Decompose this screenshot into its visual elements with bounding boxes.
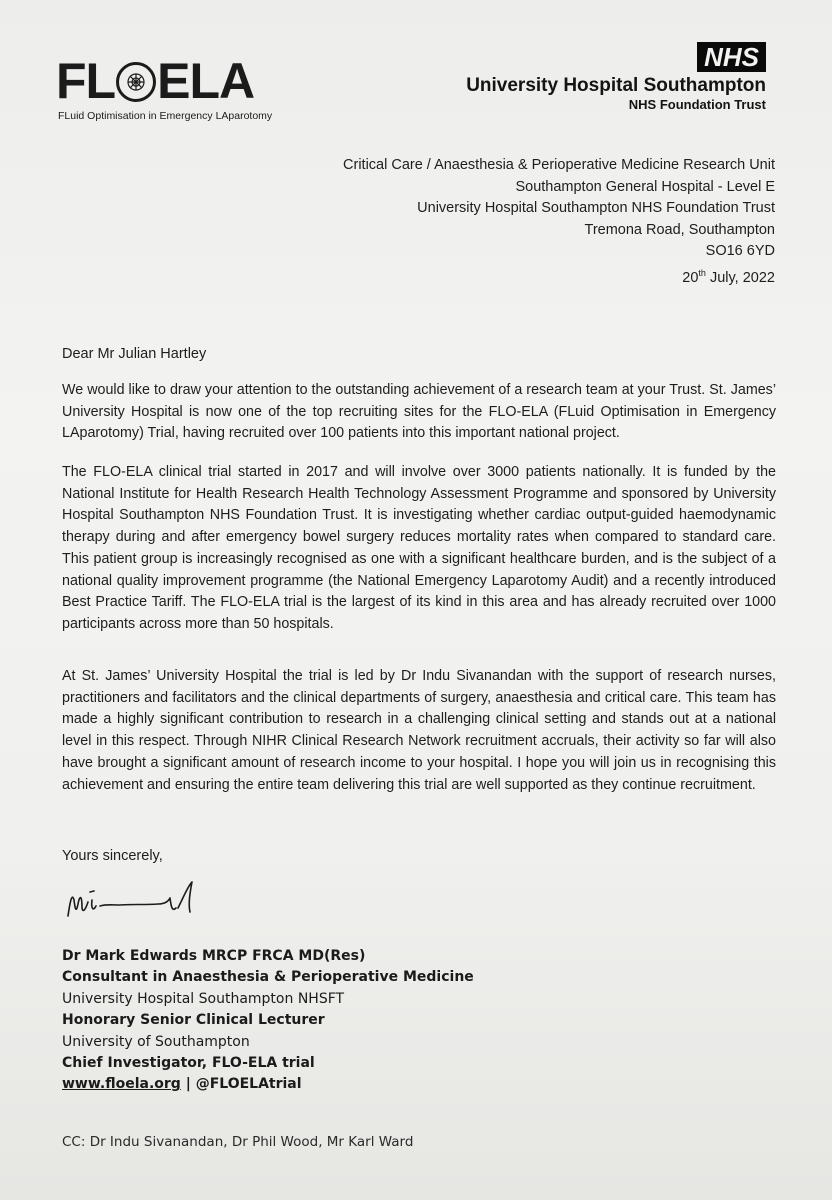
website-link[interactable]: www.floela.org	[62, 1076, 181, 1093]
hospital-name: University Hospital Southampton	[466, 75, 766, 96]
signatory-role: Chief Investigator, FLO-ELA trial	[62, 1055, 315, 1072]
trust-name: NHS Foundation Trust	[628, 97, 766, 112]
address-line: Critical Care / Anaesthesia & Perioperative Medicine Research Unit	[343, 157, 775, 173]
signature-block	[62, 946, 474, 1096]
address-line: Southampton General Hospital - Level E	[515, 178, 775, 195]
twitter-handle: @FLOELAtrial	[195, 1076, 302, 1093]
cc-line: CC: Dr Indu Sivanandan, Dr Phil Wood, Mr Karl Ward	[62, 1134, 414, 1150]
signatory-organisation: University Hospital Southampton NHSFT	[62, 990, 345, 1007]
paragraph-2: The FLO-ELA clinical trial started in 2017 and will involve over 3000 patients nationally. It is funded by the National Institute for Health Research Health Technology Assessment Programme and sponsored by University Hospital Southampton NHS Foundation Trust. It is investigating whether cardiac output-guided haemodynamic therapy during and after emergency bowel surgery reduces mortality rates when compared to standard care. This patient group is increasingly recognised as one with a significant healthcare burden, and is the subject of a national quality improvement programme (the National Emergency Laparotomy Audit) and a recently introduced Best Practice Tariff. The FLO-ELA trial is the largest of its kind in this area and has already recruited over 1000 participants across more than 50 hospitals.	[62, 464, 776, 632]
handwritten-signature	[60, 878, 210, 928]
signatory-role: Honorary Senior Clinical Lecturer	[62, 1012, 325, 1029]
network-globe-icon	[116, 62, 156, 102]
address-line: SO16 6YD	[705, 243, 775, 259]
signatory-role: Consultant in Anaesthesia & Perioperative Medicine	[62, 969, 474, 986]
closing: Yours sincerely,	[62, 848, 163, 864]
nhs-badge: NHS	[697, 42, 766, 72]
address-line: University Hospital Southampton NHS Foundation Trust	[417, 200, 775, 216]
sender-address	[343, 155, 775, 289]
letter-date: 20th July, 2022	[682, 267, 775, 286]
nhs-header	[466, 42, 766, 113]
address-line: Tremona Road, Southampton	[584, 221, 775, 238]
signatory-name: Dr Mark Edwards MRCP FRCA MD(Res)	[62, 948, 366, 964]
floela-logo	[56, 52, 273, 122]
paragraph-1: We would like to draw your attention to the outstanding achievement of a research team at your Trust. St. James’ University Hospital is now one of the top recruiting sites for the FLO-ELA (FLuid Optimisation in Emergency LAparotomy) Trial, having recruited over 100 patients into this important national project.	[62, 382, 776, 442]
contact-line: www.floela.org | @FLOELAtrial	[62, 1076, 302, 1093]
logo-wordmark: FL ELA	[56, 53, 255, 109]
logo-tagline: FLuid Optimisation in Emergency LAparotomy	[58, 110, 273, 122]
paragraph-3: At St. James’ University Hospital the trial is led by Dr Indu Sivanandan with the support of research nurses, practitioners and facilitators and the clinical departments of surgery, anaesthesia and critical care. This team has made a highly significant contribution to research in a challenging clinical setting and stands out at a national level in this respect. Through NIHR Clinical Research Network recruitment accruals, their activity so far will also have brought a significant amount of research income to your hospital. I hope you will join us in recognising this achievement and ensuring the entire team delivering this trial are well supported as they continue recruitment.	[62, 668, 776, 793]
signatory-organisation: University of Southampton	[62, 1033, 250, 1050]
salutation: Dear Mr Julian Hartley	[62, 346, 207, 362]
